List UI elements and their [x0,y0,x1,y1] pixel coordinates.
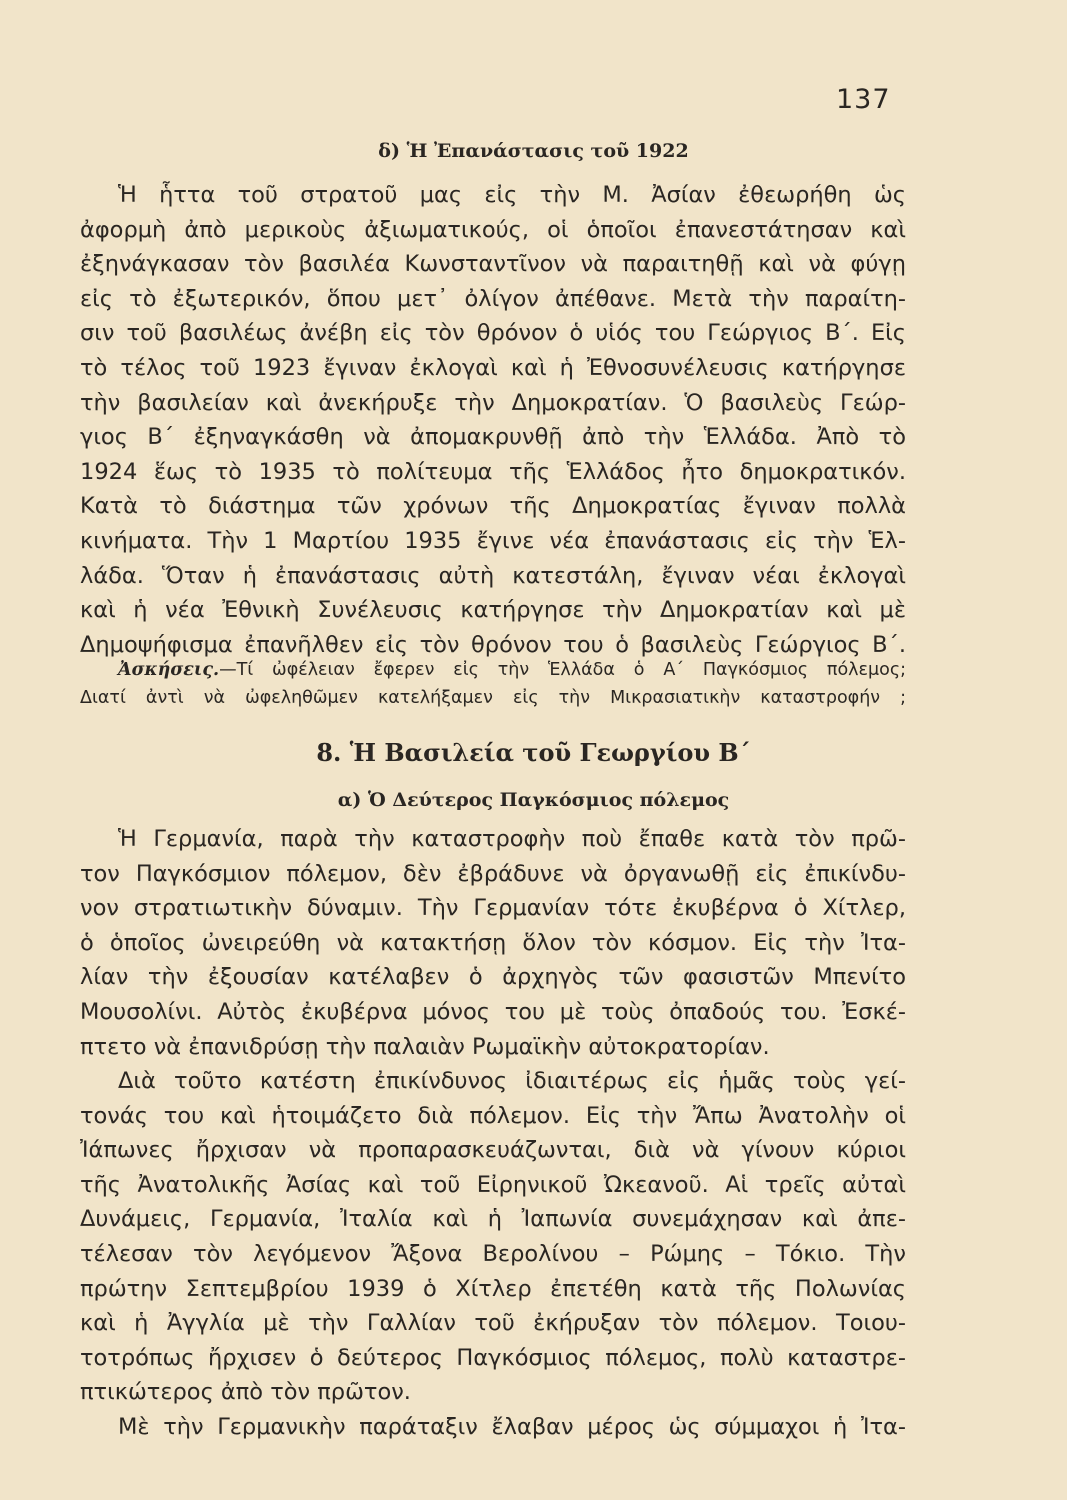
chapter-title: 8. Ἡ Βασιλεία τοῦ Γεωργίου Β΄ [316,738,751,767]
text-line: Ἡ Γερμανία, παρὰ τὴν καταστροφὴν ποὺ ἔπαθε κατὰ τὸν πρῶ- [118,826,906,852]
text-line: καὶ ἡ νέα Ἐθνικὴ Συνέλευσις κατήργησε τὴν Δημοκρατίαν καὶ μὲ [80,597,906,624]
body-text-section-1 [80,178,906,662]
text-line: Δυνάμεις, Γερμανία, Ἰταλία καὶ ἡ Ἰαπωνία συνεμάχησαν καὶ ἀπε- [80,1206,906,1233]
text-line: 1924 ἕως τὸ 1935 τὸ πολίτευμα τῆς Ἑλλάδος ἦτο δημοκρατικόν. [80,458,906,485]
exercises-label: Ἀσκήσεις. [118,660,220,680]
body-text-section-2 [80,822,906,1064]
text-line: Μὲ τὴν Γερμανικὴν παράταξιν ἔλαβαν μέρος ὡς σύμμαχοι ἡ Ἰτα- [118,1414,906,1440]
exercise-question: —Τί ὠφέλειαν ἔφερεν εἰς τὴν Ἑλλάδα ὁ Α΄ Παγκόσμιος πόλεμος; [219,660,906,680]
text-line: Κατὰ τὸ διάστημα τῶν χρόνων τῆς Δημοκρατίας ἔγιναν πολλὰ [80,493,906,520]
text-line: τὸ τέλος τοῦ 1923 ἔγιναν ἐκλογαὶ καὶ ἡ Ἐθνοσυνέλευσις κατήργησε [80,354,906,381]
text-line: πρώτην Σεπτεμβρίου 1939 ὁ Χίτλερ ἐπετέθη κατὰ τῆς Πολωνίας [80,1275,906,1302]
exercise-line: Διατί ἀντὶ νὰ ὠφεληθῶμεν κατελήξαμεν εἰς τὴν Μικρασιατικὴν καταστροφήν ; [80,688,906,708]
text-line: καὶ ἡ Ἀγγλία μὲ τὴν Γαλλίαν τοῦ ἐκήρυξαν τὸν πόλεμον. Τοιου- [80,1310,906,1337]
text-line: λάδα. Ὅταν ἡ ἐπανάστασις αὐτὴ κατεστάλη, ἔγιναν νέαι ἐκλογαὶ [80,562,906,589]
text-line: κινήματα. Τὴν 1 Μαρτίου 1935 ἔγινε νέα ἐπανάστασις εἰς τὴν Ἑλ- [80,527,906,554]
text-line: σιν τοῦ βασιλέως ἀνέβη εἰς τὸν θρόνον ὁ υἱός του Γεώργιος Β΄. Εἰς [80,320,906,347]
text-line: εἰς τὸ ἐξωτερικόν, ὅπου μετ᾽ ὀλίγον ἀπέθανε. Μετὰ τὴν παραίτη- [80,285,906,312]
text-line: πτικώτερος ἀπὸ τὸν πρῶτον. [80,1379,411,1406]
text-line: ἐξηνάγκασαν τὸν βασιλέα Κωνσταντῖνον νὰ παραιτηθῇ καὶ νὰ φύγῃ [80,251,906,278]
text-line: Ἡ ἧττα τοῦ στρατοῦ μας εἰς τὴν Μ. Ἀσίαν ἐθεωρήθη ὡς [118,182,906,208]
text-line: τῆς Ἀνατολικῆς Ἀσίας καὶ τοῦ Εἰρηνικοῦ Ὠκεανοῦ. Αἱ τρεῖς αὐταὶ [80,1171,906,1198]
body-text-section-3 [80,1064,906,1410]
text-line: νον στρατιωτικὴν δύναμιν. Τὴν Γερμανίαν τότε ἐκυβέρνα ὁ Χίτλερ, [80,895,906,922]
text-line: γιος Β΄ ἐξηναγκάσθη νὰ ἀπομακρυνθῇ ἀπὸ τὴν Ἑλλάδα. Ἀπὸ τὸ [80,424,906,451]
text-line: τονάς του καὶ ἡτοιμάζετο διὰ πόλεμον. Εἰς τὴν Ἄπω Ἀνατολὴν οἱ [80,1102,906,1129]
body-text-section-4 [80,1410,906,1445]
text-line: πτετο νὰ ἐπανιδρύσῃ τὴν παλαιὰν Ρωμαϊκὴν αὐτοκρατορίαν. [80,1033,770,1060]
exercises [80,656,906,712]
text-line: λίαν τὴν ἐξουσίαν κατέλαβεν ὁ ἀρχηγὸς τῶν φασιστῶν Μπενίτο [80,964,906,991]
page-number: 137 [836,84,891,115]
text-line: τέλεσαν τὸν λεγόμενον Ἄξονα Βερολίνου – Ρώμης – Τόκιο. Τὴν [80,1240,906,1267]
text-line: Μουσολίνι. Αὐτὸς ἐκυβέρνα μόνος του μὲ τοὺς ὀπαδούς του. Ἐσκέ- [80,998,906,1025]
exercise-line [80,656,906,684]
text-line: τον Παγκόσμιον πόλεμον, δὲν ἐβράδυνε νὰ ὀργανωθῇ εἰς ἐπικίνδυ- [80,860,906,887]
text-line: Διὰ τοῦτο κατέστη ἐπικίνδυνος ἰδιαιτέρως εἰς ἡμᾶς τοὺς γεί- [118,1068,906,1094]
text-line: τὴν βασιλείαν καὶ ἀνεκήρυξε τὴν Δημοκρατίαν. Ὁ βασιλεὺς Γεώρ- [80,389,906,416]
section-heading: δ) Ἡ Ἐπανάστασις τοῦ 1922 [378,140,689,162]
text-line: ὁ ὁποῖος ὠνειρεύθη νὰ κατακτήσῃ ὅλον τὸν κόσμον. Εἰς τὴν Ἰτα- [80,929,906,956]
text-line: Δημοψήφισμα ἐπανῆλθεν εἰς τὸν θρόνον του ὁ βασιλεὺς Γεώργιος Β΄. [80,631,906,658]
text-line: τοτρόπως ἤρχισεν ὁ δεύτερος Παγκόσμιος πόλεμος, πολὺ καταστρε- [80,1344,906,1371]
text-line: ἀφορμὴ ἀπὸ μερικοὺς ἀξιωματικούς, οἱ ὁποῖοι ἐπανεστάτησαν καὶ [80,216,906,243]
subsection-heading: α) Ὁ Δεύτερος Παγκόσμιος πόλεμος [337,789,730,811]
text-line: Ἰάπωνες ἤρχισαν νὰ προπαρασκευάζωνται, διὰ νὰ γίνουν κύριοι [80,1137,906,1164]
